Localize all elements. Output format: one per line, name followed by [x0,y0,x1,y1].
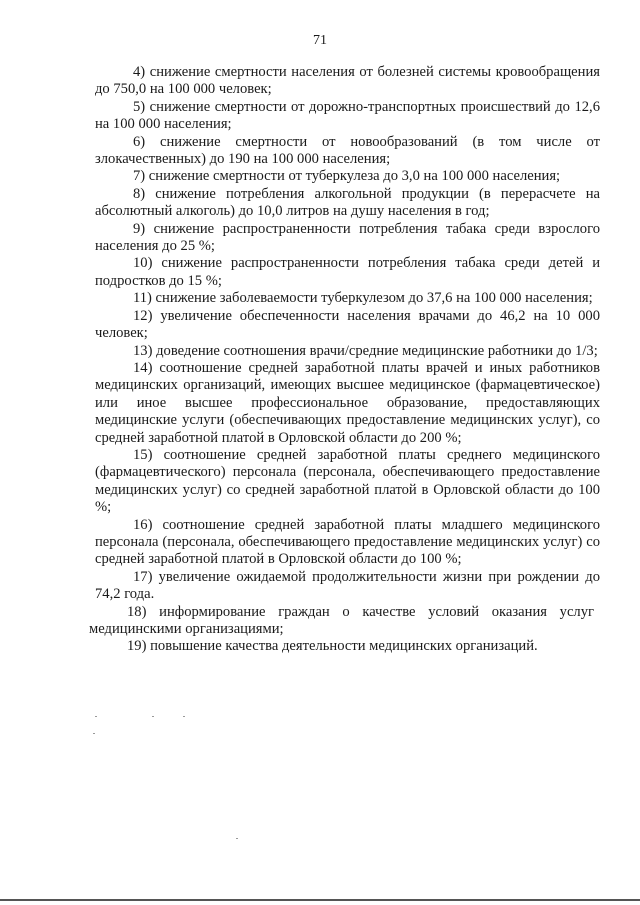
list-item-15: 15) соотношение средней заработной платы среднего медицинского (фармацевтического) персонала (персонала, обеспечивающего предоставление медицинских услуг) со средней заработной платой в Орловской области до 100 %; [95,446,600,516]
list-item-16: 16) соотношение средней заработной платы младшего медицинского персонала (персонала, обеспечивающего предоставление медицинских услуг) со средней заработной платой в Орловской области до 100 %; [95,516,600,568]
list-item-7: 7) снижение смертности от туберкулеза до 3,0 на 100 000 населения; [133,168,561,185]
document-body [89,64,600,656]
list-item-10: 10) снижение распространенности потребления табака среди детей и подростков до 15 %; [95,255,600,289]
list-item-17: 17) увеличение ожидаемой продолжительности жизни при рождении до 74,2 года. [95,568,600,603]
scan-speck [93,733,95,734]
scan-speck [183,716,185,717]
list-item-13: 13) доведение соотношения врачи/средние медицинские работники до 1/3; [133,342,598,359]
scan-speck [152,716,154,717]
list-item-19: 19) повышение качества деятельности медицинских организаций. [127,638,538,655]
list-item-14: 14) соотношение средней заработной платы врачей и иных работников медицинских организаций, имеющих высшее медицинское (фармацевтическое) или иное высшее профессиональное образование, предоставляющих медицинские услуги (обеспечивающих предоставление медицинских услуг), со средней заработной платой в Орловской области до 200 %; [95,359,600,446]
list-item-8: 8) снижение потребления алкогольной продукции (в перерасчете на абсолютный алкоголь) до 10,0 литров на душу населения в год; [95,185,600,220]
list-item-6: 6) снижение смертности от новообразований (в том числе от злокачественных) до 190 на 100 000 населения; [95,133,600,168]
scan-speck [236,838,238,839]
scan-edge-line [0,899,640,901]
list-item-18: 18) информирование граждан о качестве условий оказания услуг медицинскими организациями; [89,603,594,637]
list-item-9: 9) снижение распространенности потребления табака среди взрослого населения до 25 %; [95,220,600,255]
list-item-5: 5) снижение смертности от дорожно-транспортных происшествий до 12,6 на 100 000 населения; [95,98,600,133]
list-item-4: 4) снижение смертности населения от болезней системы кровообращения до 750,0 на 100 000 человек; [95,64,600,98]
scan-speck [95,716,97,717]
page-number: 71 [313,33,327,48]
list-item-12: 12) увеличение обеспеченности населения врачами до 46,2 на 10 000 человек; [95,307,600,342]
list-item-11: 11) снижение заболеваемости туберкулезом до 37,6 на 100 000 населения; [133,290,593,307]
